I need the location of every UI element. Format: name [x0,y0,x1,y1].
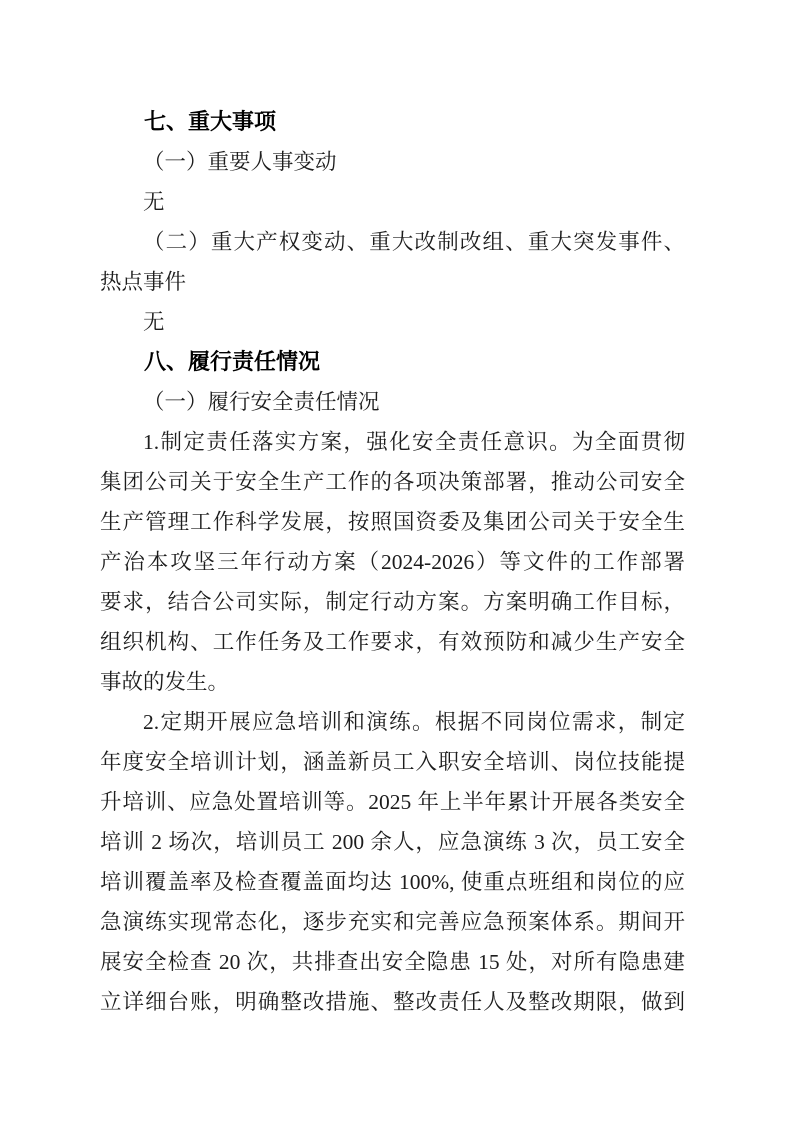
document-text-block [100,102,685,1022]
paragraph-1-line-7: 事故的发生。 [100,670,230,694]
paragraph-2-line-2: 年度安全培训计划，涵盖新员工入职安全培训、岗位技能提 [100,750,685,774]
paragraph-1-line-4: 产治本攻坚三年行动方案（2024-2026）等文件的工作部署 [100,550,685,574]
subheading-property-changes-line-2: 热点事件 [100,270,187,294]
paragraph-1-line-6: 组织机构、工作任务及工作要求，有效预防和减少生产安全 [100,630,685,654]
paragraph-1-line-5: 要求，结合公司实际，制定行动方案。方案明确工作目标， [100,590,685,614]
none-value-text: 无 [143,310,165,334]
paragraph-2-line-6: 急演练实现常态化，逐步充实和完善应急预案体系。期间开 [100,910,685,934]
paragraph-1-line-3: 生产管理工作科学发展，按照国资委及集团公司关于安全生 [100,510,685,534]
section-heading-responsibility: 八、履行责任情况 [144,349,321,374]
paragraph-2-line-3: 升培训、应急处置培训等。2025 年上半年累计开展各类安全 [100,790,685,814]
paragraph-2-line-1: 2.定期开展应急培训和演练。根据不同岗位需求，制定 [143,710,685,734]
paragraph-1-line-1: 1.制定责任落实方案，强化安全责任意识。为全面贯彻 [143,430,685,454]
paragraph-2-line-8: 立详细台账，明确整改措施、整改责任人及整改期限，做到 [100,990,685,1014]
none-value-text: 无 [143,190,165,214]
subheading-safety-responsibility: （一）履行安全责任情况 [143,390,380,414]
paragraph-2-line-4: 培训 2 场次，培训员工 200 余人，应急演练 3 次，员工安全 [100,830,685,854]
paragraph-1-line-2: 集团公司关于安全生产工作的各项决策部署，推动公司安全 [100,470,685,494]
paragraph-2-line-5: 培训覆盖率及检查覆盖面均达 100%, 使重点班组和岗位的应 [100,870,685,894]
paragraph-2-line-7: 展安全检查 20 次，共排查出安全隐患 15 处，对所有隐患建 [100,950,685,974]
section-heading-major-items: 七、重大事项 [144,109,277,134]
subheading-personnel-changes: （一）重要人事变动 [143,150,337,174]
subheading-property-changes-line-1: （二）重大产权变动、重大改制改组、重大突发事件、 [143,230,685,254]
